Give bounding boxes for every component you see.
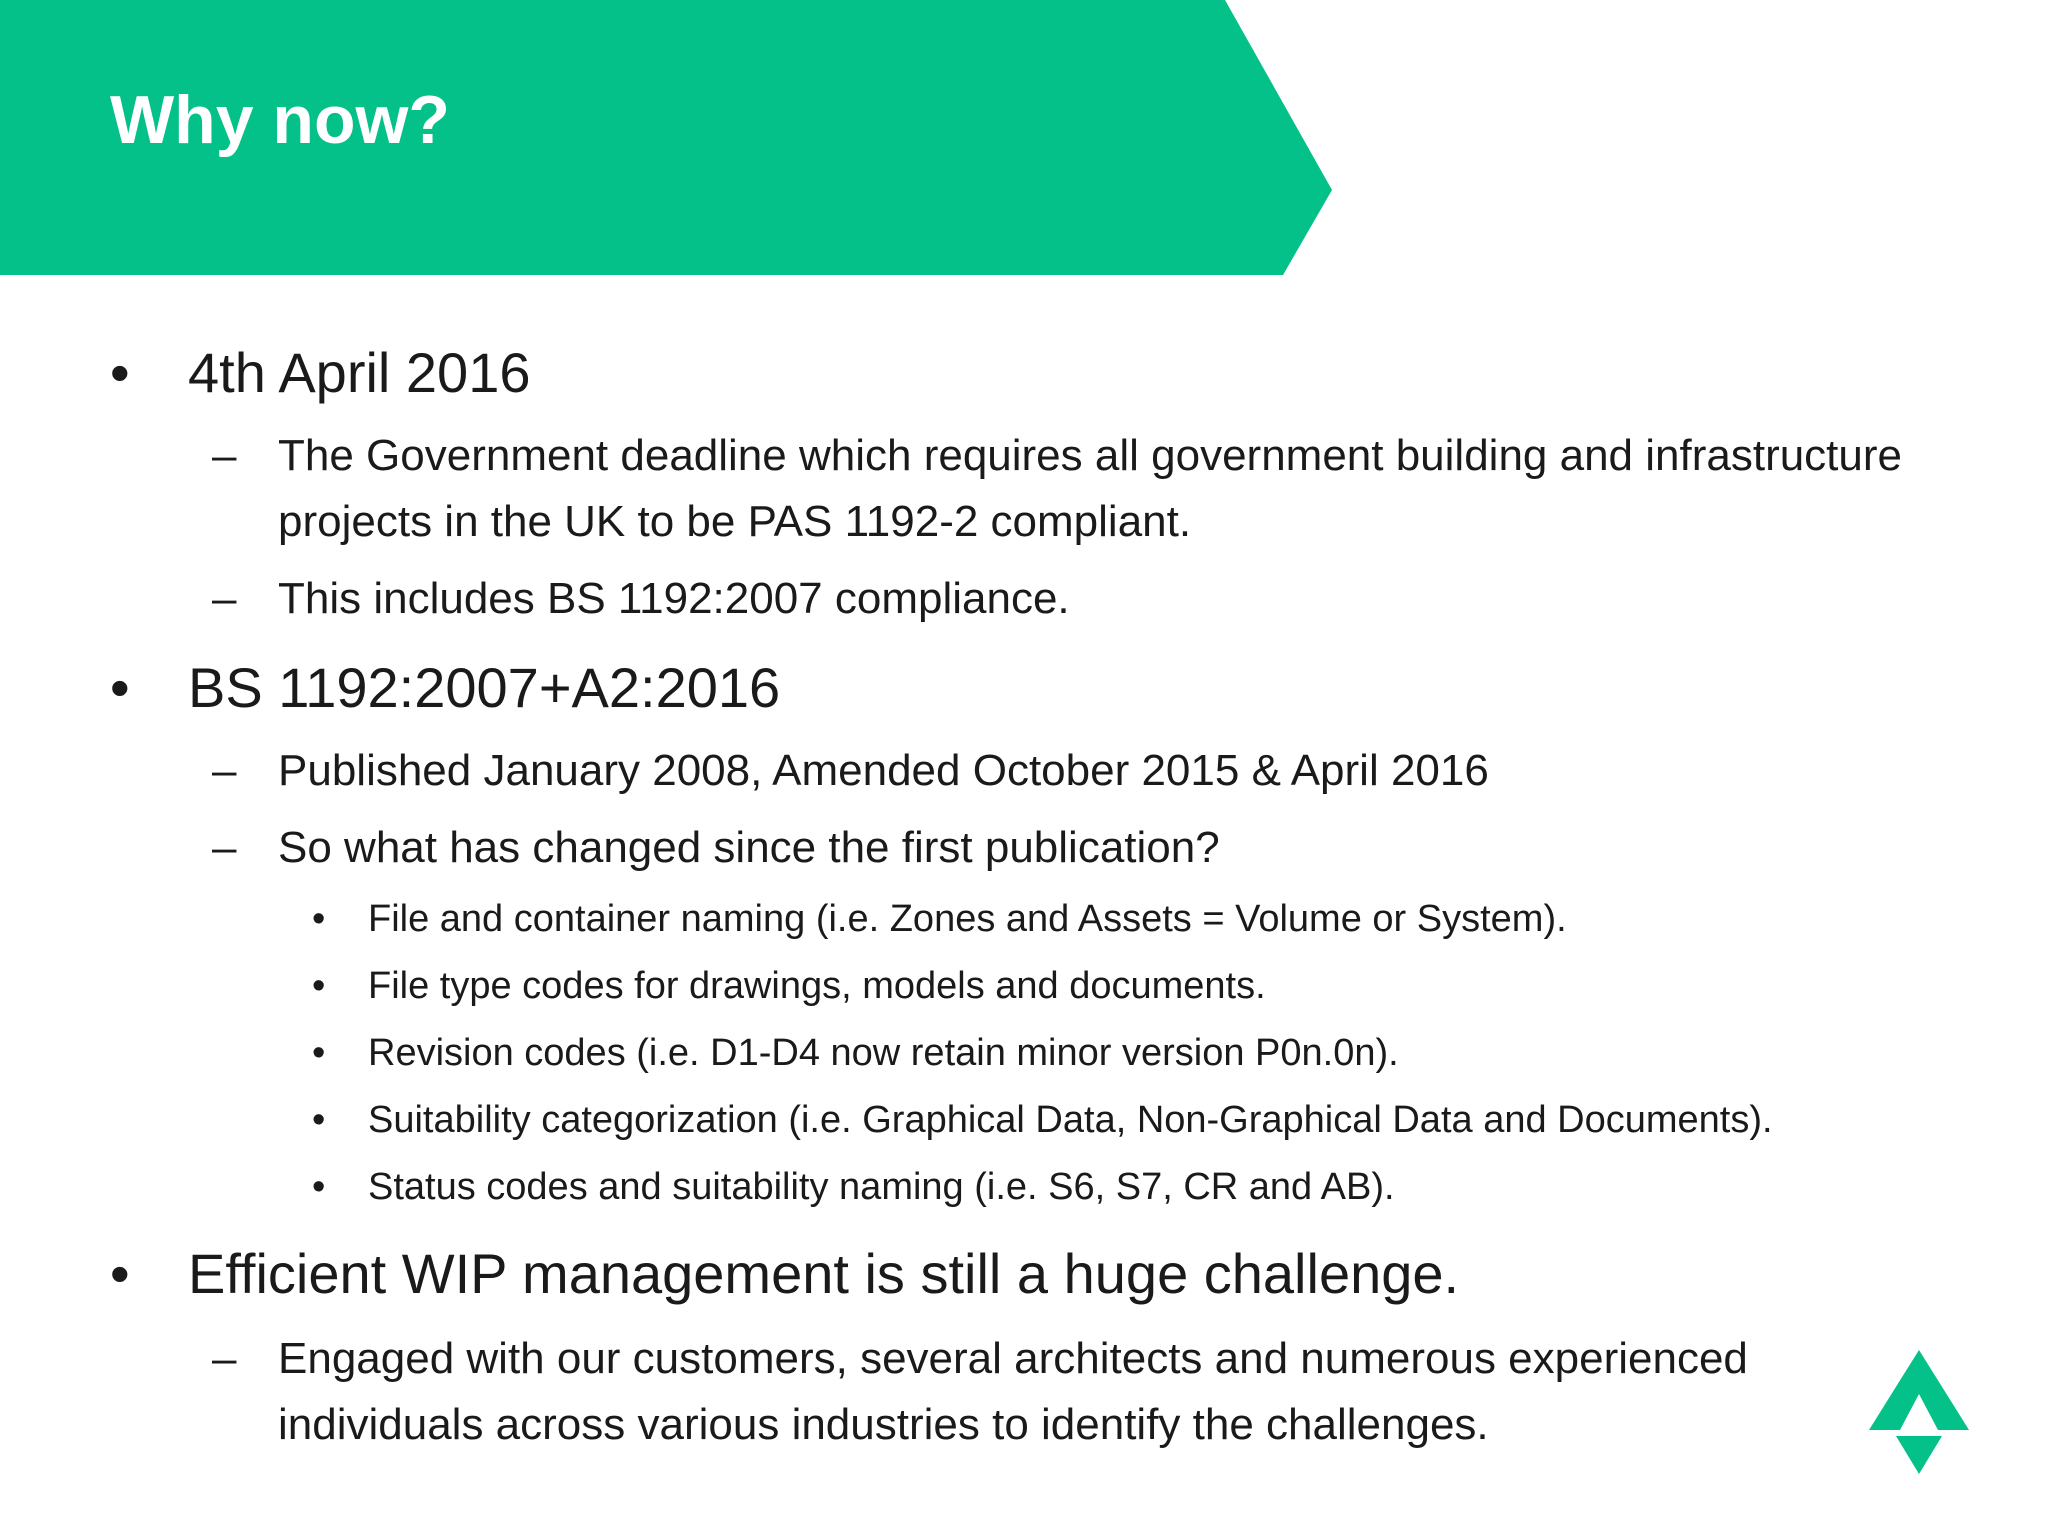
bullet-text: Efficient WIP management is still a huge challenge. xyxy=(188,1242,1460,1305)
bullet-marker: • xyxy=(110,656,130,719)
sub-bullet-text: This includes BS 1192:2007 compliance. xyxy=(278,574,1070,623)
dash-marker: – xyxy=(212,574,237,623)
arrow-up-triangle-logo-icon xyxy=(1868,1350,1970,1476)
bullet-marker: • xyxy=(312,965,326,1007)
detail-text: Status codes and suitability naming (i.e. S6, S7, CR and AB). xyxy=(368,1166,1395,1208)
bullet-marker: • xyxy=(312,1166,326,1208)
dash-marker: – xyxy=(212,431,237,480)
detail-text: Suitability categorization (i.e. Graphical Data, Non-Graphical Data and Documents). xyxy=(368,1099,1773,1141)
sub-bullet-text: Published January 2008, Amended October 2015 & April 2016 xyxy=(278,746,1489,795)
detail-text: File type codes for drawings, models and documents. xyxy=(368,965,1266,1007)
bullet-text: 4th April 2016 xyxy=(188,341,531,404)
slide-title: Why now? xyxy=(110,82,450,158)
bullet-marker: • xyxy=(110,1242,130,1305)
detail-text: File and container naming (i.e. Zones and Assets = Volume or System). xyxy=(368,898,1567,940)
dash-marker: – xyxy=(212,746,237,795)
bullet-marker: • xyxy=(312,1099,326,1141)
bullet-text: BS 1192:2007+A2:2016 xyxy=(188,656,781,719)
sub-bullet-text: So what has changed since the first publication? xyxy=(278,823,1220,872)
sub-bullet-text: The Government deadline which requires all government building and infrastructure projects in the UK to be PAS 1192-2 compliant. xyxy=(278,431,1903,546)
bullet-marker: • xyxy=(312,898,326,940)
detail-text: Revision codes (i.e. D1-D4 now retain minor version P0n.0n). xyxy=(368,1032,1399,1074)
bullet-marker: • xyxy=(110,341,130,404)
dash-marker: – xyxy=(212,1334,237,1383)
dash-marker: – xyxy=(212,823,237,872)
sub-bullet-text: Engaged with our customers, several architects and numerous experienced individuals across various industries to identify the challenges. xyxy=(278,1334,1748,1449)
bullet-marker: • xyxy=(312,1032,326,1074)
